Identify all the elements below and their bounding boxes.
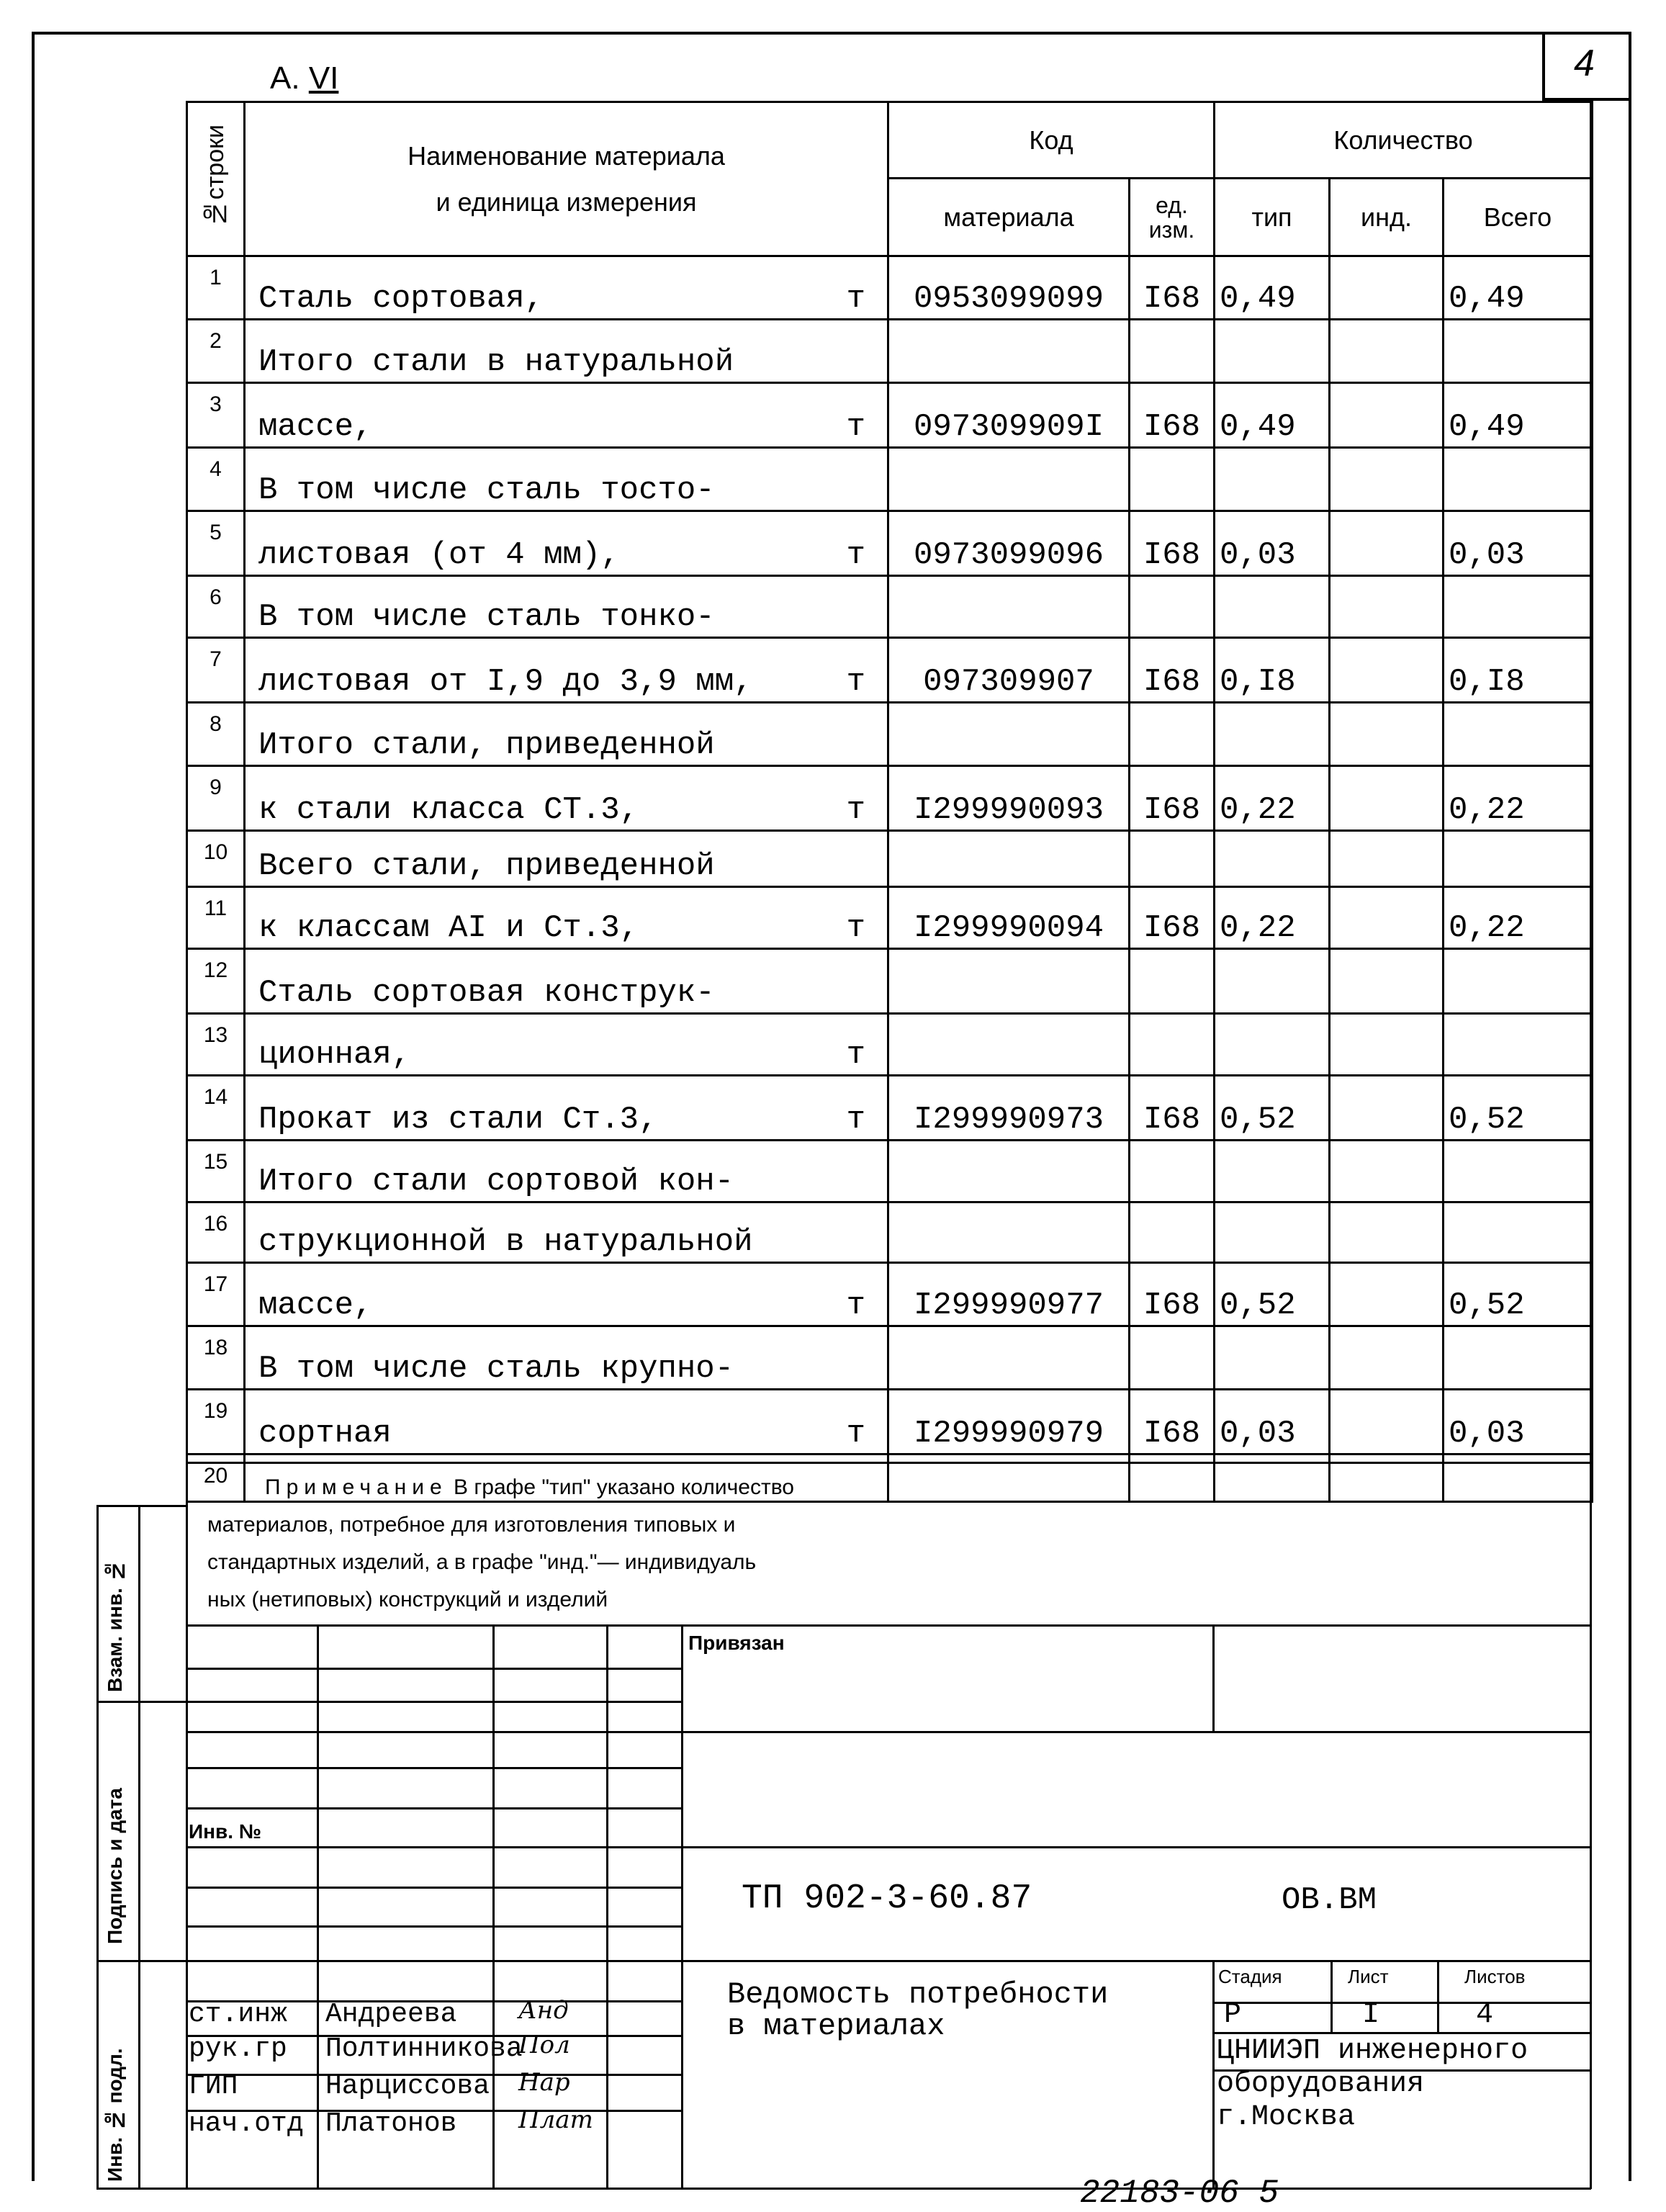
materials-table-body bbox=[187, 256, 1593, 1502]
tb-line bbox=[186, 1960, 1591, 1962]
table-row bbox=[187, 638, 1593, 703]
table-row bbox=[187, 256, 1593, 320]
sheet-value: I bbox=[1362, 1999, 1380, 2031]
signature: Нар bbox=[518, 2068, 570, 2097]
side-strip-line bbox=[138, 1505, 140, 2189]
qty-total bbox=[1444, 1326, 1593, 1390]
row-number: 20 bbox=[187, 1455, 245, 1502]
material-name: к стали класса СТ.3, т bbox=[245, 766, 888, 831]
header-code-unit: ед. изм. bbox=[1130, 179, 1215, 256]
signer-role: нач.отд bbox=[189, 2108, 304, 2139]
signer-role: ГИП bbox=[189, 2071, 238, 2102]
qty-total: 0,03 bbox=[1444, 511, 1593, 576]
table-row bbox=[187, 887, 1593, 949]
material-code: I299990093 bbox=[888, 766, 1130, 831]
unit-code bbox=[1130, 448, 1215, 511]
qty-ind bbox=[1330, 949, 1444, 1014]
qty-ind bbox=[1330, 1326, 1444, 1390]
tb-line bbox=[606, 1624, 608, 2189]
qty-type bbox=[1215, 1141, 1330, 1202]
qty-total bbox=[1444, 1202, 1593, 1263]
row-number: 11 bbox=[187, 887, 245, 949]
inv-no-label: Инв. № bbox=[189, 1820, 262, 1843]
tb-line bbox=[1330, 1960, 1333, 2032]
row-number: 7 bbox=[187, 638, 245, 703]
table-row bbox=[187, 1202, 1593, 1263]
material-name: сортная т bbox=[245, 1390, 888, 1455]
qty-ind bbox=[1330, 1014, 1444, 1076]
qty-type: 0,22 bbox=[1215, 766, 1330, 831]
row-number: 3 bbox=[187, 383, 245, 448]
table-row bbox=[187, 1141, 1593, 1202]
signer-name: Полтинникова bbox=[325, 2033, 523, 2064]
signer-name: Андреева bbox=[325, 1999, 457, 2030]
table-row bbox=[187, 320, 1593, 383]
unit-code: I68 bbox=[1130, 1390, 1215, 1455]
tb-line bbox=[96, 2188, 1591, 2190]
note-line-3: стандартных изделий, а в графе "инд."— индивидуаль bbox=[207, 1550, 757, 1574]
tb-line bbox=[186, 1462, 1591, 1464]
sheet-label: Лист bbox=[1348, 1966, 1389, 1987]
doc-title-1: Ведомость потребности bbox=[727, 1977, 1109, 2012]
tb-line bbox=[1590, 101, 1592, 2189]
qty-total bbox=[1444, 320, 1593, 383]
unit-code bbox=[1130, 703, 1215, 766]
material-code: I299990979 bbox=[888, 1390, 1130, 1455]
org-block: ЦНИИЭП инженерного оборудования г.Москва bbox=[1217, 2035, 1528, 2134]
material-code: 0973099096 bbox=[888, 511, 1130, 576]
header-qty-ind: инд. bbox=[1330, 179, 1444, 256]
material-name: Итого стали сортовой кон- bbox=[245, 1141, 888, 1202]
qty-type: 0,49 bbox=[1215, 256, 1330, 320]
table-row bbox=[187, 1076, 1593, 1141]
sheets-label: Листов bbox=[1464, 1966, 1526, 1987]
note-line-4: ных (нетиповых) конструкций и изделий bbox=[207, 1588, 608, 1611]
qty-total bbox=[1444, 831, 1593, 887]
unit-code bbox=[1130, 1141, 1215, 1202]
qty-type bbox=[1215, 703, 1330, 766]
unit-code bbox=[1130, 1014, 1215, 1076]
row-number: 15 bbox=[187, 1141, 245, 1202]
bottom-number: 22183-06 5 bbox=[1080, 2175, 1279, 2212]
material-code bbox=[888, 320, 1130, 383]
material-code bbox=[888, 1326, 1130, 1390]
material-code bbox=[888, 1202, 1130, 1263]
tb-line bbox=[1212, 1960, 1215, 2189]
note-title: Примечание bbox=[265, 1475, 448, 1499]
signer-role: ст.инж bbox=[189, 1999, 287, 2030]
header-code-material: материала bbox=[888, 179, 1130, 256]
side-label-inv-podl: Инв. № подл. bbox=[104, 2048, 126, 2182]
qty-total: 0,22 bbox=[1444, 887, 1593, 949]
qty-type: 0,03 bbox=[1215, 1390, 1330, 1455]
material-name: массе, т bbox=[245, 383, 888, 448]
qty-total bbox=[1444, 576, 1593, 638]
signature: Плат bbox=[518, 2105, 593, 2134]
qty-ind bbox=[1330, 383, 1444, 448]
signature: Пол bbox=[518, 2031, 570, 2059]
doc-title-2: в материалах bbox=[727, 2009, 945, 2044]
row-number: 17 bbox=[187, 1263, 245, 1326]
unit-code bbox=[1130, 1326, 1215, 1390]
unit-code: I68 bbox=[1130, 638, 1215, 703]
qty-type: 0,52 bbox=[1215, 1076, 1330, 1141]
material-name: Итого стали, приведенной bbox=[245, 703, 888, 766]
row-number: 10 bbox=[187, 831, 245, 887]
qty-total: 0,52 bbox=[1444, 1076, 1593, 1141]
table-row bbox=[187, 1326, 1593, 1390]
materials-table bbox=[186, 101, 1593, 1503]
row-number: 13 bbox=[187, 1014, 245, 1076]
side-strip-line bbox=[96, 1505, 186, 1507]
unit-code bbox=[1130, 320, 1215, 383]
table-row bbox=[187, 1263, 1593, 1326]
signer-role: рук.гр bbox=[189, 2033, 287, 2064]
tb-line bbox=[317, 1624, 319, 2189]
row-number: 18 bbox=[187, 1326, 245, 1390]
qty-ind bbox=[1330, 320, 1444, 383]
unit-code: I68 bbox=[1130, 511, 1215, 576]
qty-type bbox=[1215, 320, 1330, 383]
material-name: Сталь сортовая конструк- bbox=[245, 949, 888, 1014]
table-row bbox=[187, 949, 1593, 1014]
sheets-value: 4 bbox=[1476, 1999, 1494, 2031]
material-code: 097309909I bbox=[888, 383, 1130, 448]
material-name: листовая (от 4 мм), т bbox=[245, 511, 888, 576]
row-number: 4 bbox=[187, 448, 245, 511]
row-number: 1 bbox=[187, 256, 245, 320]
material-name: Прокат из стали Ст.3, т bbox=[245, 1076, 888, 1141]
material-name: струкционной в натуральной bbox=[245, 1202, 888, 1263]
unit-code: I68 bbox=[1130, 887, 1215, 949]
row-number: 2 bbox=[187, 320, 245, 383]
material-code: 097309907 bbox=[888, 638, 1130, 703]
row-number: 19 bbox=[187, 1390, 245, 1455]
note-line-1: В графе "тип" указано количество bbox=[454, 1475, 794, 1499]
header-qty-total: Всего bbox=[1444, 179, 1593, 256]
sheet-number: 4 bbox=[1574, 42, 1595, 84]
side-strip-line bbox=[96, 1701, 186, 1703]
tb-line bbox=[186, 1731, 1591, 1733]
unit-code bbox=[1130, 949, 1215, 1014]
material-code bbox=[888, 1014, 1130, 1076]
signature: Анд bbox=[518, 1996, 569, 2025]
note-block bbox=[207, 1469, 1287, 1619]
doc-code: ТП 902-3-60.87 bbox=[742, 1879, 1032, 1918]
qty-total: 0,22 bbox=[1444, 766, 1593, 831]
unit-code: I68 bbox=[1130, 1263, 1215, 1326]
row-number: 16 bbox=[187, 1202, 245, 1263]
material-code bbox=[888, 1141, 1130, 1202]
qty-ind bbox=[1330, 1263, 1444, 1326]
row-number: 8 bbox=[187, 703, 245, 766]
row-number: 9 bbox=[187, 766, 245, 831]
stage-label: Стадия bbox=[1218, 1966, 1282, 1987]
unit-code: I68 bbox=[1130, 766, 1215, 831]
side-label-vzam: Взам. инв. № bbox=[104, 1560, 126, 1692]
tb-line bbox=[1212, 1624, 1215, 1732]
qty-ind bbox=[1330, 831, 1444, 887]
qty-total bbox=[1444, 1014, 1593, 1076]
table-row bbox=[187, 448, 1593, 511]
header-row-no: №строки bbox=[187, 102, 245, 256]
side-label-podpis: Подпись и дата bbox=[104, 1788, 126, 1944]
qty-ind bbox=[1330, 576, 1444, 638]
tb-line bbox=[186, 1846, 1591, 1848]
qty-type: 0,52 bbox=[1215, 1263, 1330, 1326]
qty-type: 0,22 bbox=[1215, 887, 1330, 949]
unit-code bbox=[1130, 1202, 1215, 1263]
material-code bbox=[888, 576, 1130, 638]
drawing-frame-right bbox=[1629, 32, 1631, 2181]
qty-total: 0,52 bbox=[1444, 1263, 1593, 1326]
qty-type: 0,I8 bbox=[1215, 638, 1330, 703]
qty-ind bbox=[1330, 766, 1444, 831]
qty-type: 0,49 bbox=[1215, 383, 1330, 448]
qty-ind bbox=[1330, 1076, 1444, 1141]
qty-ind bbox=[1330, 511, 1444, 576]
doc-mark: ОВ.ВМ bbox=[1282, 1882, 1377, 1918]
table-row bbox=[187, 703, 1593, 766]
material-name: массе, т bbox=[245, 1263, 888, 1326]
tb-line bbox=[1212, 2032, 1591, 2034]
material-code: 0953099099 bbox=[888, 256, 1130, 320]
material-code bbox=[888, 949, 1130, 1014]
section-tag: А. VI bbox=[270, 60, 339, 96]
material-name: Всего стали, приведенной bbox=[245, 831, 888, 887]
header-name: Наименование материала и единица измерения bbox=[245, 102, 888, 256]
table-row bbox=[187, 383, 1593, 448]
row-number: 12 bbox=[187, 949, 245, 1014]
side-strip-line bbox=[96, 1960, 186, 1962]
unit-code: I68 bbox=[1130, 256, 1215, 320]
header-code: Код bbox=[888, 102, 1215, 179]
qty-type bbox=[1215, 576, 1330, 638]
stage-value: Р bbox=[1224, 1999, 1242, 2031]
note-line-2: материалов, потребное для изготовления типовых и bbox=[207, 1513, 736, 1537]
qty-total: 0,03 bbox=[1444, 1390, 1593, 1455]
unit-code bbox=[1130, 576, 1215, 638]
tb-line bbox=[1437, 1960, 1439, 2032]
unit-code: I68 bbox=[1130, 383, 1215, 448]
material-name: В том числе сталь тосто- bbox=[245, 448, 888, 511]
qty-ind bbox=[1330, 256, 1444, 320]
table-row bbox=[187, 1390, 1593, 1455]
tb-line bbox=[186, 1624, 1591, 1627]
qty-ind bbox=[1330, 448, 1444, 511]
tb-line bbox=[492, 1624, 495, 2189]
qty-ind bbox=[1330, 1390, 1444, 1455]
signer-name: Нарциссова bbox=[325, 2071, 490, 2102]
row-number: 6 bbox=[187, 576, 245, 638]
qty-ind bbox=[1330, 1202, 1444, 1263]
material-name: В том числе сталь тонко- bbox=[245, 576, 888, 638]
privyazan-label: Привязан bbox=[688, 1632, 785, 1654]
tb-line bbox=[1212, 2002, 1591, 2004]
qty-ind bbox=[1330, 703, 1444, 766]
tb-line bbox=[186, 1462, 188, 2189]
unit-code: I68 bbox=[1130, 1076, 1215, 1141]
qty-total: 0,49 bbox=[1444, 383, 1593, 448]
qty-total bbox=[1444, 448, 1593, 511]
qty-total: 0,49 bbox=[1444, 256, 1593, 320]
material-name: ционная, т bbox=[245, 1014, 888, 1076]
unit-code bbox=[1130, 831, 1215, 887]
material-code bbox=[888, 448, 1130, 511]
material-name: В том числе сталь крупно- bbox=[245, 1326, 888, 1390]
header-qty-type: тип bbox=[1215, 179, 1330, 256]
qty-type: 0,03 bbox=[1215, 511, 1330, 576]
qty-type bbox=[1215, 1202, 1330, 1263]
qty-total bbox=[1444, 1141, 1593, 1202]
tb-line bbox=[681, 1624, 683, 2189]
qty-total bbox=[1444, 949, 1593, 1014]
qty-ind bbox=[1330, 638, 1444, 703]
row-number: 14 bbox=[187, 1076, 245, 1141]
table-row bbox=[187, 1014, 1593, 1076]
table-row bbox=[187, 576, 1593, 638]
table-row bbox=[187, 831, 1593, 887]
signer-name: Платонов bbox=[325, 2108, 457, 2139]
qty-ind bbox=[1330, 1141, 1444, 1202]
qty-total: 0,I8 bbox=[1444, 638, 1593, 703]
table-row bbox=[187, 766, 1593, 831]
material-name: Итого стали в натуральной bbox=[245, 320, 888, 383]
qty-type bbox=[1215, 448, 1330, 511]
material-code: I299990973 bbox=[888, 1076, 1130, 1141]
material-code: I299990977 bbox=[888, 1263, 1130, 1326]
header-quantity: Количество bbox=[1215, 102, 1593, 179]
material-code bbox=[888, 831, 1130, 887]
qty-type bbox=[1215, 1014, 1330, 1076]
qty-ind bbox=[1330, 887, 1444, 949]
qty-type bbox=[1215, 949, 1330, 1014]
material-name: листовая от I,9 до 3,9 мм, т bbox=[245, 638, 888, 703]
row-number: 5 bbox=[187, 511, 245, 576]
side-strip-line bbox=[96, 1505, 99, 2189]
material-name: к классам АI и Ст.3, т bbox=[245, 887, 888, 949]
qty-type bbox=[1215, 831, 1330, 887]
material-code bbox=[888, 703, 1130, 766]
table-row bbox=[187, 511, 1593, 576]
qty-total bbox=[1444, 703, 1593, 766]
material-code: I299990094 bbox=[888, 887, 1130, 949]
qty-type bbox=[1215, 1326, 1330, 1390]
material-name: Сталь сортовая, т bbox=[245, 256, 888, 320]
